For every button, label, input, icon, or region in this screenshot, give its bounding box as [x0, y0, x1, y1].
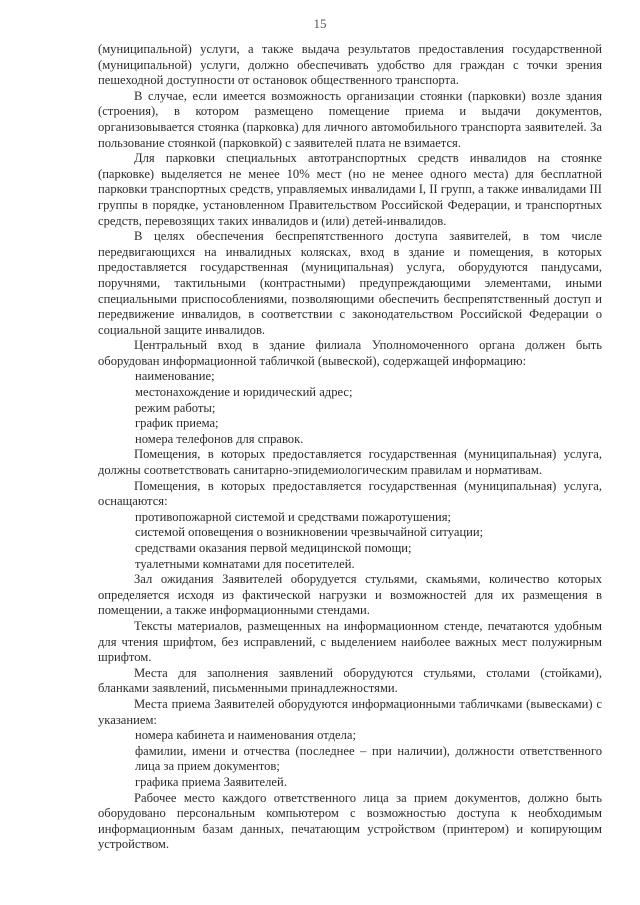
- list-item: графика приема Заявителей.: [135, 774, 287, 789]
- list-item: номера телефонов для справок.: [135, 431, 304, 446]
- list-item: номера кабинета и наименования отдела;: [135, 728, 356, 743]
- list-item: противопожарной системой и средствами пожаротушения;: [135, 509, 452, 524]
- paragraph: Рабочее место каждого ответственного лица за прием документов, должно быть оборудовано персональным компьютером с возможностью доступа к необходимым информационным базам данных, печатающим устройством (принтером) и копирующим устройством.: [98, 790, 602, 852]
- list-item: режим работы;: [135, 400, 216, 415]
- list-item: график приема;: [135, 416, 219, 431]
- paragraph: В целях обеспечения беспрепятственного доступа заявителей, в том числе передвигающихся на инвалидных колясках, вход в здание и помещения, в которых предоставляется государственная (муниципальная) услуга, оборудуются пандусами, поручнями, тактильными (контрастными) предупреждающими элементами, иными специальными приспособлениями, позволяющими обеспечить беспрепятственный доступ и передвижение инвалидов, в соответствии с законодательством Российской Федерации о социальной защите инвалидов.: [98, 229, 602, 337]
- paragraph: Центральный вход в здание филиала Уполномоченного органа должен быть оборудован информационной табличкой (вывеской), содержащей информацию:: [98, 338, 602, 368]
- list-item: средствами оказания первой медицинской помощи;: [135, 541, 412, 555]
- list-item: фамилии, имени и отчества (последнее – при наличии), должности ответственного лица за прием документов;: [135, 743, 602, 774]
- list-item: наименование;: [135, 369, 215, 384]
- page-number: 15: [313, 16, 327, 31]
- paragraph: Тексты материалов, размещенных на информационном стенде, печатаются удобным для чтения шрифтом, без исправлений, с выделением наиболее важных мест полужирным шрифтом.: [98, 618, 602, 665]
- paragraph: Помещения, в которых предоставляется государственная (муниципальная) услуга, должны соответствовать санитарно-эпидемиологическим правилам и нормативам.: [98, 447, 602, 478]
- paragraph: (муниципальной) услуги, а также выдача результатов предоставления государственной (муниципальной) услуги, должно обеспечивать удобство для граждан с точки зрения пешеходной доступности от остановок общественного транспорта.: [98, 42, 602, 88]
- paragraph: Для парковки специальных автотранспортных средств инвалидов на стоянке (парковке) выделяется не менее 10% мест (но не менее одного места) для бесплатной парковки транспортных средств, управляемых инвалидами I, II групп, а также инвалидами III группы в порядке, установленном Правительством Российской Федерации, и транспортных средств, перевозящих таких инвалидов и (или) детей-инвалидов.: [98, 151, 602, 228]
- paragraph: Зал ожидания Заявителей оборудуется стульями, скамьями, количество которых определяется исходя из фактической нагрузки и возможностей для их размещения в помещении, а также информационными стендами.: [98, 572, 602, 618]
- list-item: системой оповещения о возникновении чрезвычайной ситуации;: [135, 525, 484, 540]
- paragraph: Помещения, в которых предоставляется государственная (муниципальная) услуга, оснащаются:: [98, 478, 602, 509]
- list-item: туалетными комнатами для посетителей.: [135, 556, 355, 571]
- paragraph: Места приема Заявителей оборудуются информационными табличками (вывесками) с указанием:: [98, 696, 602, 727]
- document-body: [98, 42, 602, 853]
- list-item: местонахождение и юридический адрес;: [135, 385, 353, 400]
- paragraph: В случае, если имеется возможность организации стоянки (парковки) возле здания (строения), в котором размещено помещение приема и выдачи документов, организовывается стоянка (парковка) для личного автомобильного транспорта заявителей. За пользование стоянкой (парковкой) с заявителей плата не взимается.: [98, 88, 602, 150]
- paragraph: Места для заполнения заявлений оборудуются стульями, столами (стойками), бланками заявлений, письменными принадлежностями.: [98, 665, 602, 696]
